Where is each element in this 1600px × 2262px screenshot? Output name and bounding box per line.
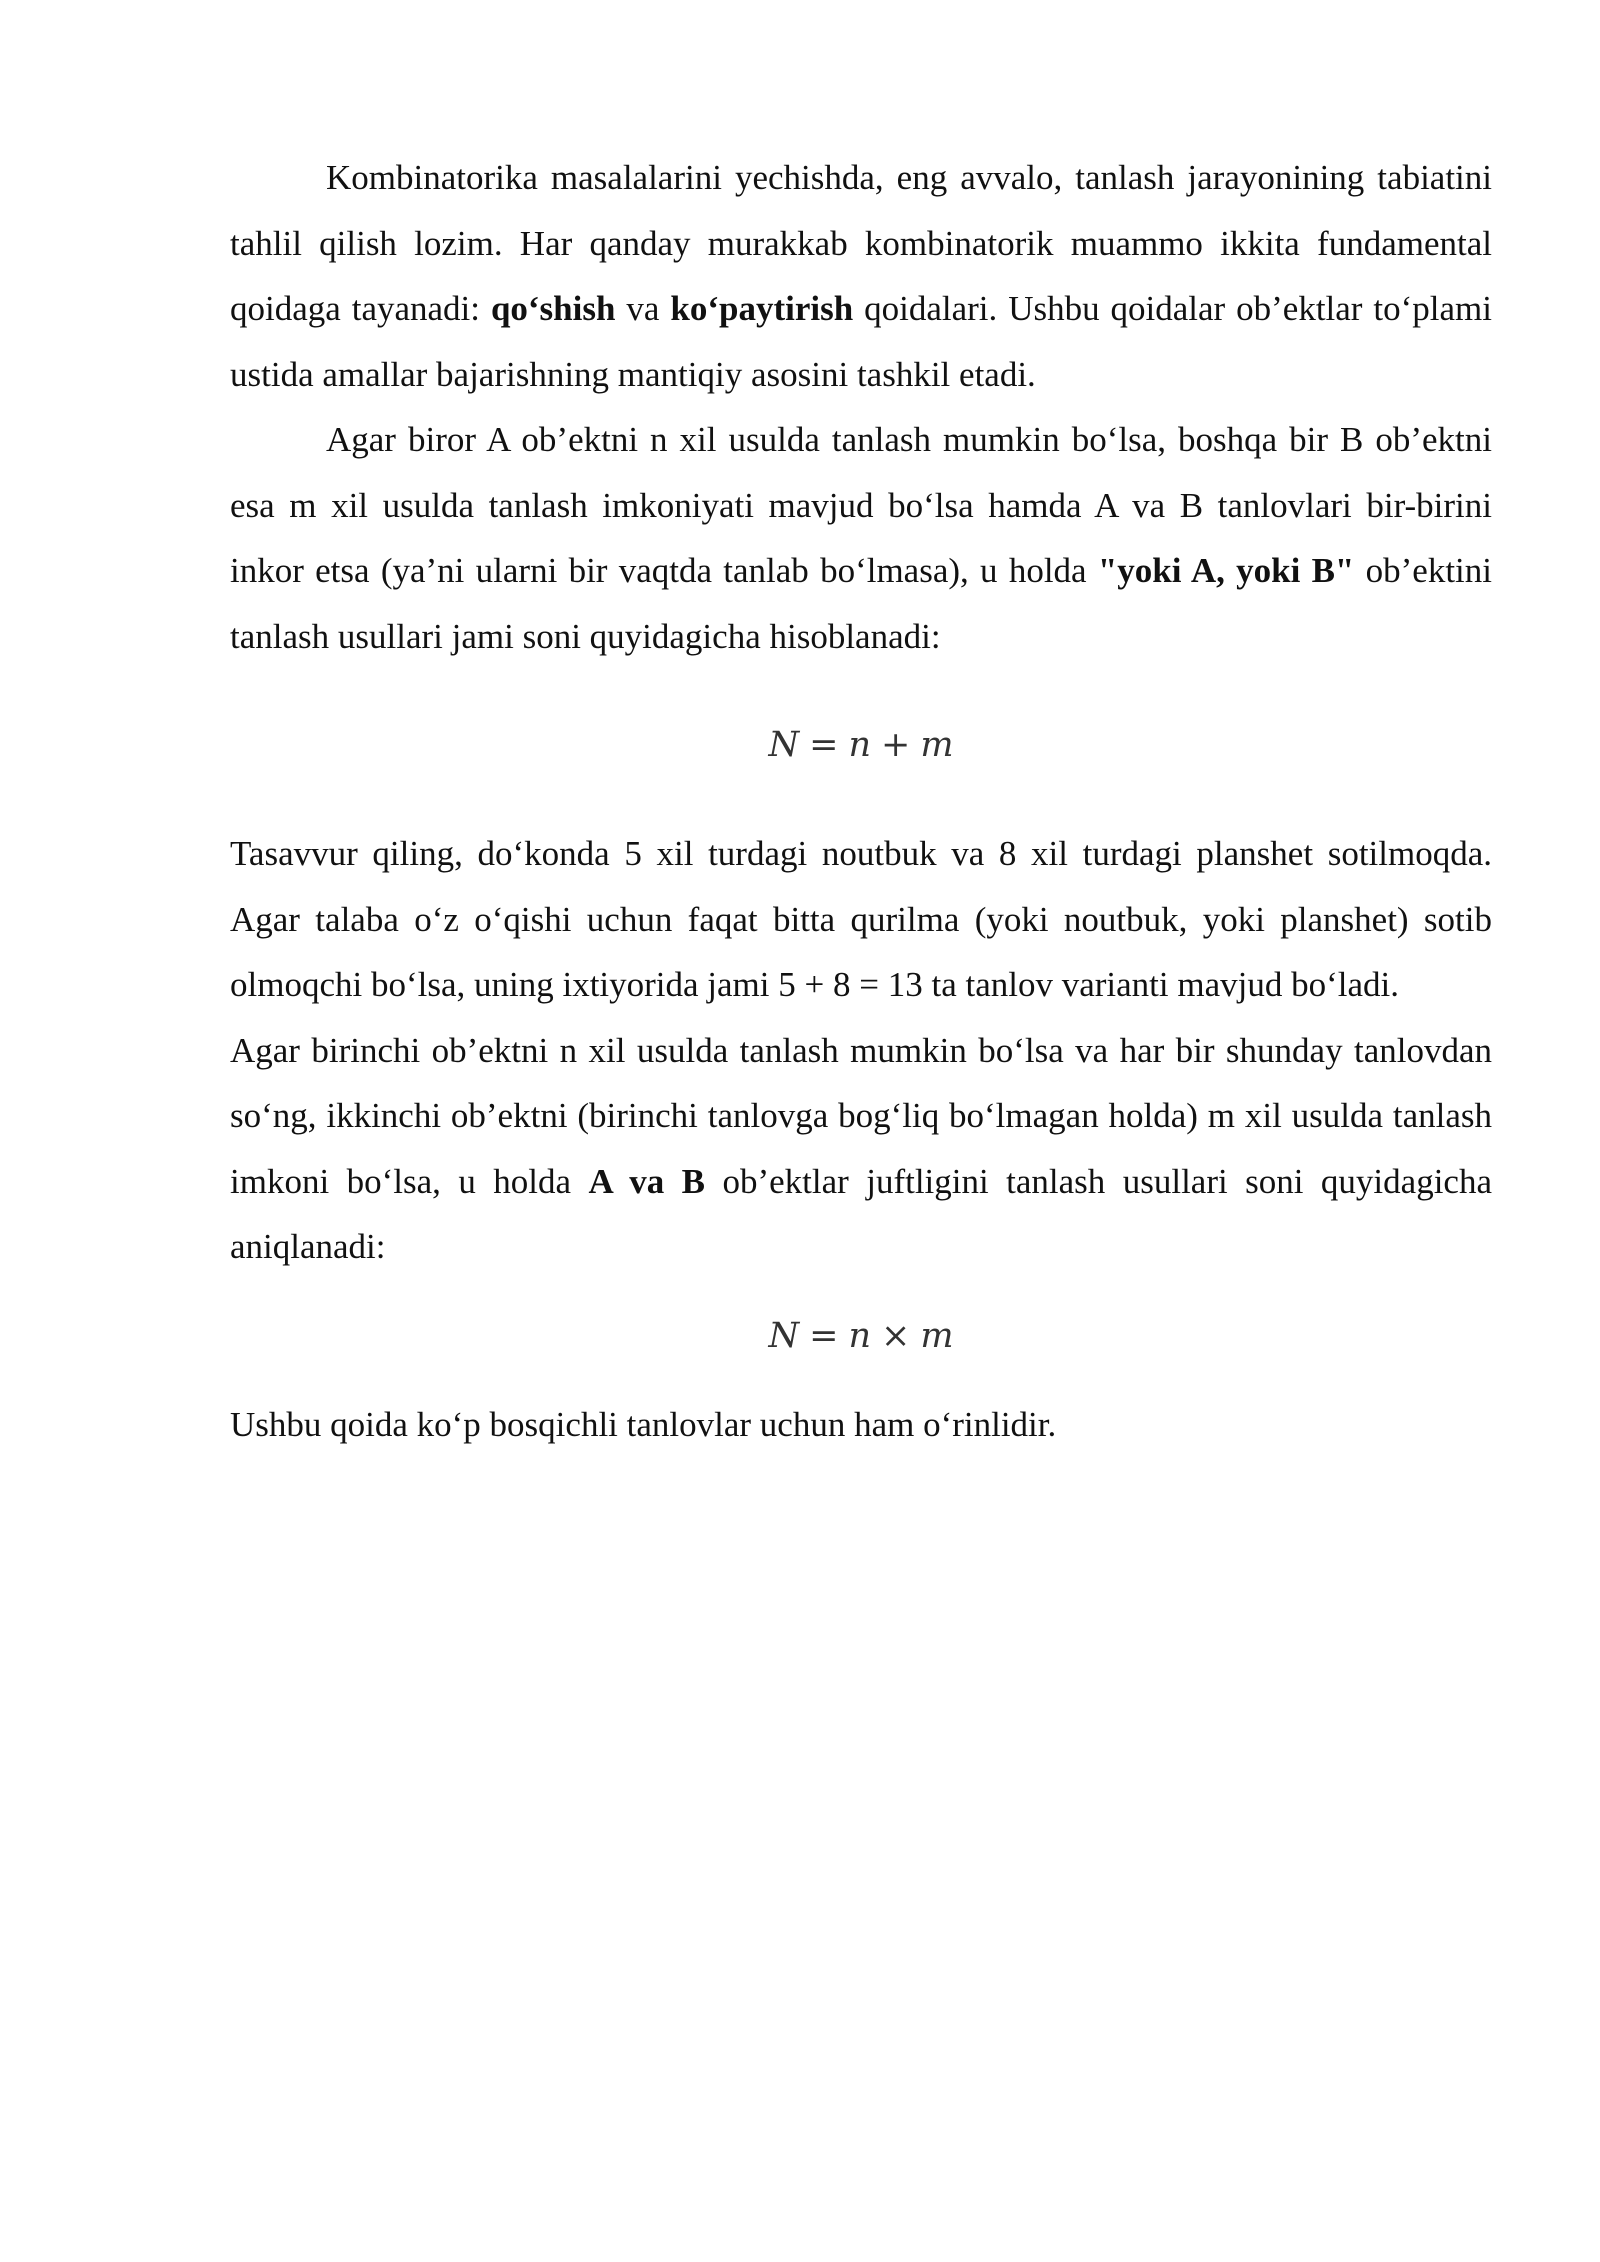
text-run: va bbox=[615, 289, 671, 328]
bold-term-a-and-b: A va B bbox=[588, 1161, 706, 1201]
text-run: Agar birinchi ob’ektni n xil usulda tanlash mumkin bo‘lsa va har bir shunday tanlovdan so‘ng, ikkinchi ob’ektni (birinchi tanlovga bog‘liq bo‘lmagan holda) m xil usulda tanlash imkoni bo‘lsa, u holda bbox=[230, 1030, 1492, 1201]
document-page bbox=[230, 145, 1492, 1457]
text-run: ob’ektlar juftligini tanlash usullari soni quyidagicha aniqlanadi: bbox=[230, 1161, 1492, 1266]
bold-term-either-or: "yoki A, yoki B" bbox=[1097, 551, 1355, 590]
formula-var: n bbox=[848, 1315, 871, 1356]
paragraph-sum-rule bbox=[230, 407, 1492, 669]
formula-var: N bbox=[768, 725, 800, 765]
formula-var: N bbox=[768, 1315, 800, 1356]
text-run: ob’ektini tanlash usullari jami soni quyidagicha hisoblanadi: bbox=[230, 551, 1492, 656]
formula-op: + bbox=[880, 725, 911, 765]
text-run: qoidalari. Ushbu qoidalar ob’ektlar to‘plami ustida amallar bajarishning mantiqiy asosini tashkil etadi. bbox=[230, 289, 1492, 394]
formula-var: m bbox=[920, 1315, 954, 1356]
bold-term-multiplication: ko‘paytirish bbox=[670, 289, 854, 328]
formula-var: m bbox=[920, 725, 954, 765]
formula-op: × bbox=[880, 1315, 911, 1356]
text-run: Kombinatorika masalalarini yechishda, eng avvalo, tanlash jarayonining tabiatini tahlil qilish lozim. Har qanday murakkab kombinatorik muammo ikkita fundamental qoidaga tayanadi: bbox=[230, 158, 1492, 328]
paragraph-product-rule bbox=[230, 1018, 1492, 1280]
text-run: Agar biror A ob’ektni n xil usulda tanlash mumkin bo‘lsa, boshqa bir B ob’ektni esa m xil usulda tanlash imkoniyati mavjud bo‘lsa hamda A va B tanlovlari bir-birini inkor etsa (ya’ni ularni bir vaqtda tanlab bo‘lmasa), u holda bbox=[230, 420, 1492, 590]
formula-sum bbox=[230, 715, 1492, 775]
bold-term-addition: qo‘shish bbox=[490, 289, 616, 328]
paragraph-closing: Ushbu qoida ko‘p bosqichli tanlovlar uchun ham o‘rinlidir. bbox=[230, 1404, 1057, 1444]
formula-product bbox=[230, 1308, 1492, 1364]
paragraph-example: Tasavvur qiling, do‘konda 5 xil turdagi noutbuk va 8 xil turdagi planshet sotilmoqda. Agar talaba o‘z o‘qishi uchun faqat bitta qurilma (yoki noutbuk, yoki planshet) sotib olmoqchi bo‘lsa, uning ixtiyorida jami 5 + 8 = 13 ta tanlov varianti mavjud bo‘ladi. bbox=[230, 834, 1492, 1004]
formula-var: n bbox=[848, 725, 871, 765]
formula-op: = bbox=[809, 725, 839, 765]
paragraph-intro bbox=[230, 145, 1492, 407]
formula-op: = bbox=[809, 1315, 839, 1356]
